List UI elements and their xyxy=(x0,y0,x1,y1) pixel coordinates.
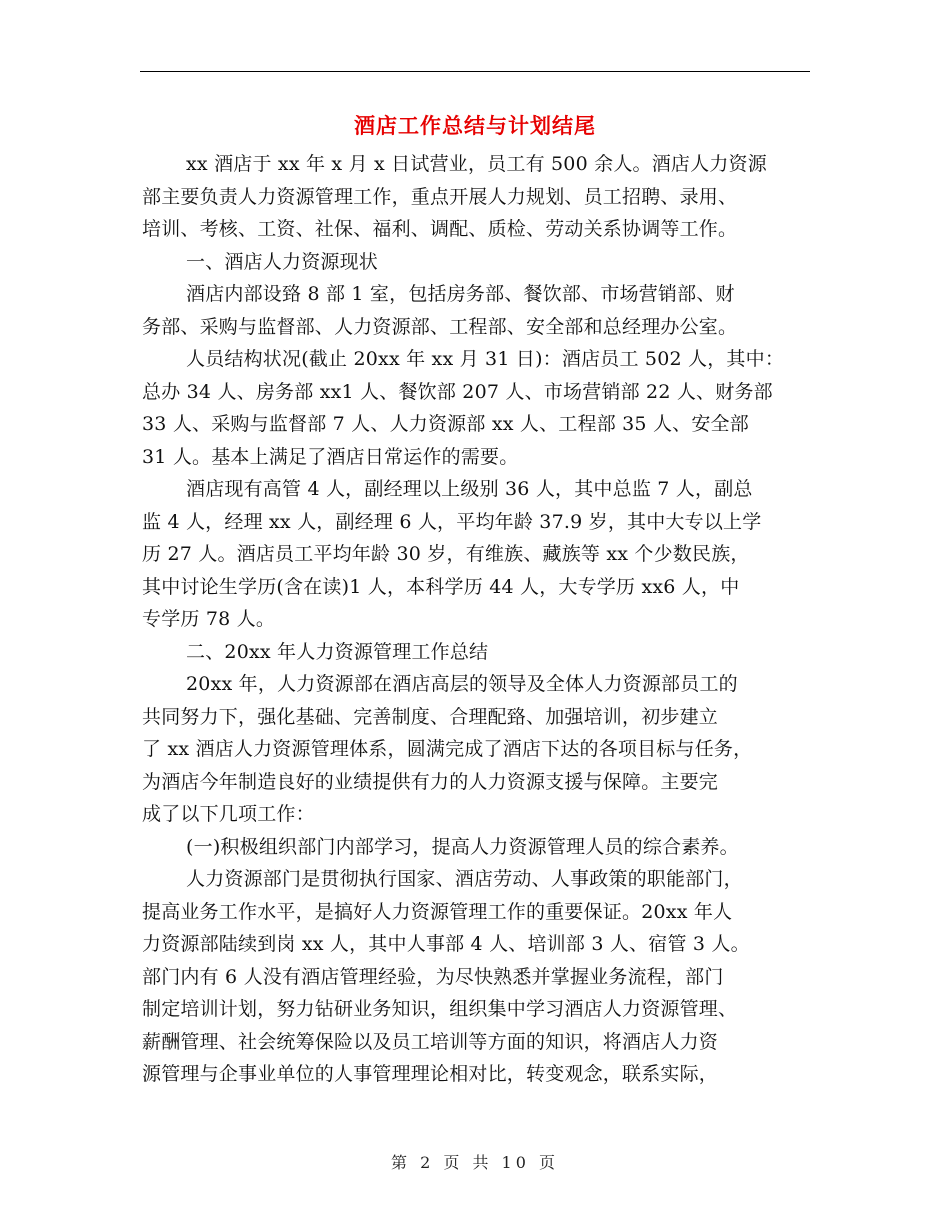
document-body xyxy=(142,148,812,1091)
document-title: 酒店工作总结与计划结尾 xyxy=(354,113,596,138)
body-line: 监 4 人，经理 xx 人，副经理 6 人，平均年龄 37.9 岁，其中大专以上学 xyxy=(142,510,762,533)
body-line: 一、酒店人力资源现状 xyxy=(186,250,379,273)
header-rule xyxy=(140,71,810,72)
body-line: 源管理与企事业单位的人事管理理论相对比，转变观念，联系实际， xyxy=(142,1063,719,1085)
body-line: 二、20xx 年人力资源管理工作总结 xyxy=(186,640,489,663)
body-line: 20xx 年，人力资源部在酒店高层的领导及全体人力资源部员工的 xyxy=(186,673,738,695)
body-line: 提高业务工作水平，是搞好人力资源管理工作的重要保证。20xx 年人 xyxy=(142,900,733,923)
body-line: 培训、考核、工资、社保、福利、调配、质检、劳动关系协调等工作。 xyxy=(142,218,738,240)
body-line: 部门内有 6 人没有酒店管理经验，为尽快熟悉并掌握业务流程，部门 xyxy=(142,965,724,988)
body-line: (一)积极组织部门内部学习，提高人力资源管理人员的综合素养。 xyxy=(186,835,739,858)
body-line: xx 酒店于 xx 年 x 月 x 日试营业，员工有 500 余人。酒店人力资源 xyxy=(186,153,767,175)
body-line: 31 人。基本上满足了酒店日常运作的需要。 xyxy=(142,445,519,468)
body-line: 总办 34 人、房务部 xx1 人、餐饮部 207 人、市场营销部 22 人、财务部 xyxy=(142,380,773,403)
page-number: 第 2 页 共 10 页 xyxy=(391,1153,559,1172)
body-line: 人员结构状况(截止 20xx 年 xx 月 31 日)：酒店员工 502 人，其中： xyxy=(186,348,785,370)
body-line: 务部、采购与监督部、人力资源部、工程部、安全部和总经理办公室。 xyxy=(142,315,738,338)
body-line: 薪酬管理、社会统筹保险以及员工培训等方面的知识，将酒店人力资 xyxy=(142,1030,719,1053)
body-line: 其中讨论生学历(含在读)1 人，本科学历 44 人，大专学历 xx6 人，中 xyxy=(142,575,740,598)
body-line: 共同努力下，强化基础、完善制度、合理配臵、加强培训，初步建立 xyxy=(142,705,719,728)
body-line: 成了以下几项工作： xyxy=(142,803,315,825)
body-line: 力资源部陆续到岗 xx 人，其中人事部 4 人、培训部 3 人、宿管 3 人。 xyxy=(142,933,750,955)
body-line: 为酒店今年制造良好的业绩提供有力的人力资源支援与保障。主要完 xyxy=(142,770,719,793)
body-line: 专学历 78 人。 xyxy=(142,608,276,630)
body-line: 历 27 人。酒店员工平均年龄 30 岁，有维族、藏族等 xx 个少数民族， xyxy=(142,543,750,565)
body-line: 了 xx 酒店人力资源管理体系，圆满完成了酒店下达的各项目标与任务， xyxy=(142,738,753,760)
body-line: 酒店内部设臵 8 部 1 室，包括房务部、餐饮部、市场营销部、财 xyxy=(186,283,735,305)
body-line: 人力资源部门是贯彻执行国家、酒店劳动、人事政策的职能部门， xyxy=(186,868,743,890)
body-line: 33 人、采购与监督部 7 人、人力资源部 xx 人、工程部 35 人、安全部 xyxy=(142,413,749,435)
body-line: 制定培训计划，努力钻研业务知识，组织集中学习酒店人力资源管理、 xyxy=(142,998,738,1020)
body-line: 部主要负责人力资源管理工作，重点开展人力规划、员工招聘、录用、 xyxy=(142,185,738,208)
body-line: 酒店现有高管 4 人，副经理以上级别 36 人，其中总监 7 人，副总 xyxy=(186,478,753,500)
